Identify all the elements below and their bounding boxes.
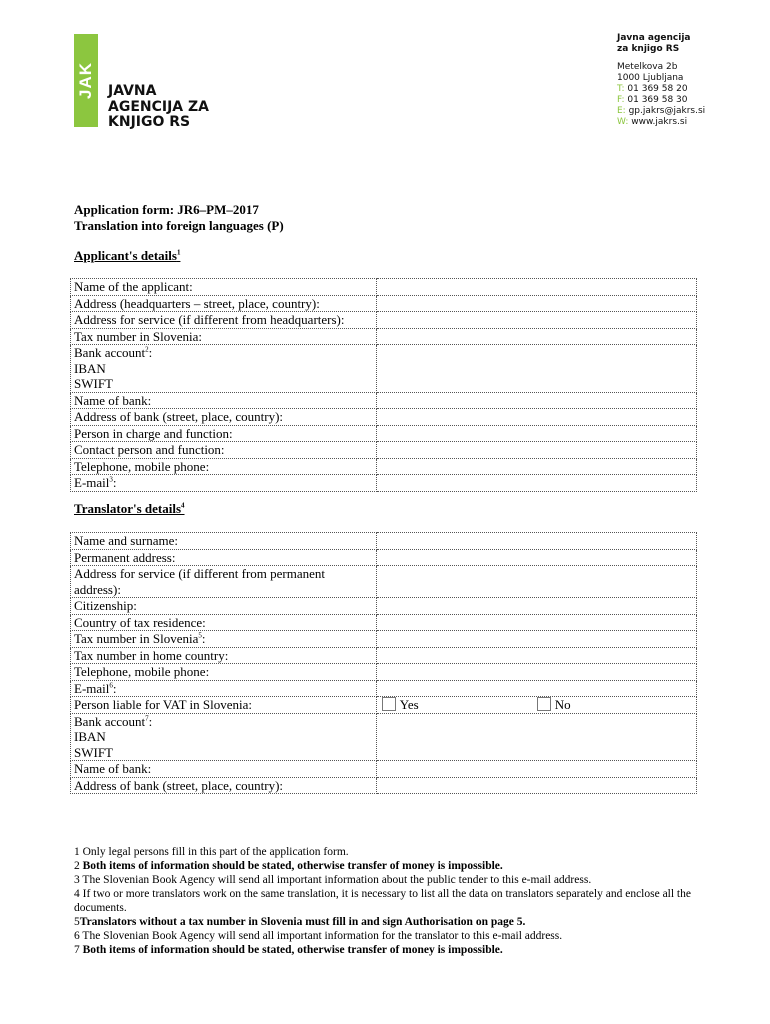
logo-mark-text: JAK (76, 62, 95, 100)
form-title: Application form: JR6–PM–2017 (74, 202, 259, 217)
form-row (71, 664, 697, 681)
contact-org-name-2: za knjigo RS (617, 44, 680, 54)
field-input[interactable] (376, 566, 696, 598)
field-label: Tax number in Slovenia$^5$: (71, 631, 377, 648)
field-input[interactable] (376, 647, 696, 664)
field-label: Name of the applicant: (71, 279, 377, 296)
field-input[interactable] (377, 458, 697, 475)
contact-street: Metelkova 2b (617, 62, 678, 72)
field-sublabel: IBAN (74, 729, 106, 744)
field-sublabel: IBAN (74, 360, 106, 376)
field-label: Person in charge and function: (71, 425, 377, 442)
footnote: 1 Only legal persons fill in this part of the application form. (74, 846, 349, 858)
contact-phone: T: 01 369 58 20 (617, 84, 688, 94)
field-input[interactable] (376, 680, 696, 697)
field-sublabel: SWIFT (74, 744, 113, 760)
contact-fax: F: 01 369 58 30 (617, 95, 688, 105)
footnote: 7 Both items of information should be stated, otherwise transfer of money is impossible. (74, 944, 503, 956)
contact-web: W: www.jakrs.si (617, 117, 688, 127)
field-label: Tax number in Slovenia: (71, 328, 377, 345)
applicant-heading: Applicant's details$^1$ (74, 248, 181, 263)
form-row (71, 392, 697, 409)
field-input[interactable] (377, 425, 697, 442)
form-row (71, 409, 697, 426)
field-label: E-mail$^6$: (71, 680, 377, 697)
field-input[interactable] (376, 614, 696, 631)
form-row (71, 533, 697, 550)
form-row (71, 631, 697, 648)
field-input[interactable] (376, 761, 696, 778)
checkbox-label: No (554, 697, 571, 712)
field-input[interactable] (376, 533, 696, 550)
footnotes (74, 845, 704, 957)
field-input[interactable] (376, 631, 696, 648)
field-input[interactable] (376, 713, 696, 761)
footnote: 2 Both items of information should be stated, otherwise transfer of money is impossible. (74, 860, 503, 872)
field-input[interactable] (377, 328, 697, 345)
logo-line: KNJIGO RS (108, 114, 191, 130)
translator-heading: Translator's details$^4$ (74, 501, 185, 516)
field-input[interactable] (377, 442, 697, 459)
field-input[interactable] (376, 777, 696, 794)
form-row (71, 777, 697, 794)
field-label: Permanent address: (71, 549, 377, 566)
form-row (71, 442, 697, 459)
field-label: Address of bank (street, place, country): (71, 777, 377, 794)
option-0 (380, 697, 535, 713)
field-input[interactable] (377, 279, 697, 296)
field-label: Telephone, mobile phone: (71, 458, 377, 475)
contact-city: 1000 Ljubljana (617, 73, 684, 83)
field-label: Tax number in home country: (71, 647, 377, 664)
applicant-details-table (70, 278, 697, 492)
field-input[interactable] (376, 598, 696, 615)
form-row (71, 647, 697, 664)
form-row (71, 475, 697, 492)
field-label: Name and surname: (71, 533, 377, 550)
field-label: E-mail$^3$: (71, 475, 377, 492)
form-row (71, 697, 697, 714)
checkbox-label: Yes (399, 697, 419, 712)
form-row (71, 328, 697, 345)
form-row (71, 598, 697, 615)
field-label: Telephone, mobile phone: (71, 664, 377, 681)
form-row (71, 761, 697, 778)
footnote: 4 If two or more translators work on the same translation, it is necessary to list all the data on translators separately and enclose all the documents. (74, 888, 691, 914)
field-sublabel: SWIFT (74, 376, 113, 391)
agency-logo-text (108, 84, 209, 131)
footnote: 6 The Slovenian Book Agency will send all important information for the translator to this e-mail address. (74, 930, 563, 942)
field-label: Contact person and function: (71, 442, 377, 459)
field-label: Address for service (if different from headquarters): (71, 312, 377, 329)
field-label: Bank account$^2$: IBAN SWIFT (71, 345, 377, 393)
form-row (71, 458, 697, 475)
field-label: Country of tax residence: (71, 614, 377, 631)
form-row (71, 295, 697, 312)
footnote: 3 The Slovenian Book Agency will send all important information about the public tender to this e-mail address. (74, 874, 592, 886)
form-row (71, 566, 697, 598)
form-row (71, 549, 697, 566)
field-label: Person liable for VAT in Slovenia: (71, 697, 377, 714)
contact-email: E: gp.jakrs@jakrs.si (617, 106, 706, 116)
contact-org-name: Javna agencija (617, 33, 691, 43)
option-1 (535, 697, 675, 713)
field-input[interactable] (376, 549, 696, 566)
field-label: Address for service (if different from permanent address): (71, 566, 377, 598)
translator-details-table (70, 532, 697, 794)
checkbox[interactable] (382, 697, 396, 711)
field-label: Name of bank: (71, 761, 377, 778)
field-label: Name of bank: (71, 392, 377, 409)
form-row (71, 279, 697, 296)
field-label: Address (headquarters – street, place, country): (71, 295, 377, 312)
logo-line: JAVNA (108, 83, 157, 99)
form-row (71, 425, 697, 442)
field-input[interactable] (377, 475, 697, 492)
field-input[interactable] (376, 664, 696, 681)
form-row (71, 713, 697, 761)
agency-contact-block (617, 33, 705, 128)
agency-logo-mark (74, 34, 98, 127)
field-label: Bank account$^7$: IBAN SWIFT (71, 713, 377, 761)
checkbox[interactable] (537, 697, 551, 711)
form-row (71, 312, 697, 329)
field-input[interactable] (377, 409, 697, 426)
field-label: Citizenship: (71, 598, 377, 615)
footnote: 5Translators without a tax number in Slovenia must fill in and sign Authorisation on page 5. (74, 916, 526, 928)
field-input[interactable] (377, 345, 697, 393)
form-row (71, 345, 697, 393)
field-label: Address of bank (street, place, country): (71, 409, 377, 426)
form-row (71, 680, 697, 697)
form-subtitle: Translation into foreign languages (P) (74, 218, 284, 233)
logo-line: AGENCIJA ZA (108, 98, 209, 115)
form-row (71, 614, 697, 631)
field-input[interactable] (377, 295, 697, 312)
vat-liability-options (376, 697, 696, 714)
field-input[interactable] (377, 312, 697, 329)
field-input[interactable] (377, 392, 697, 409)
